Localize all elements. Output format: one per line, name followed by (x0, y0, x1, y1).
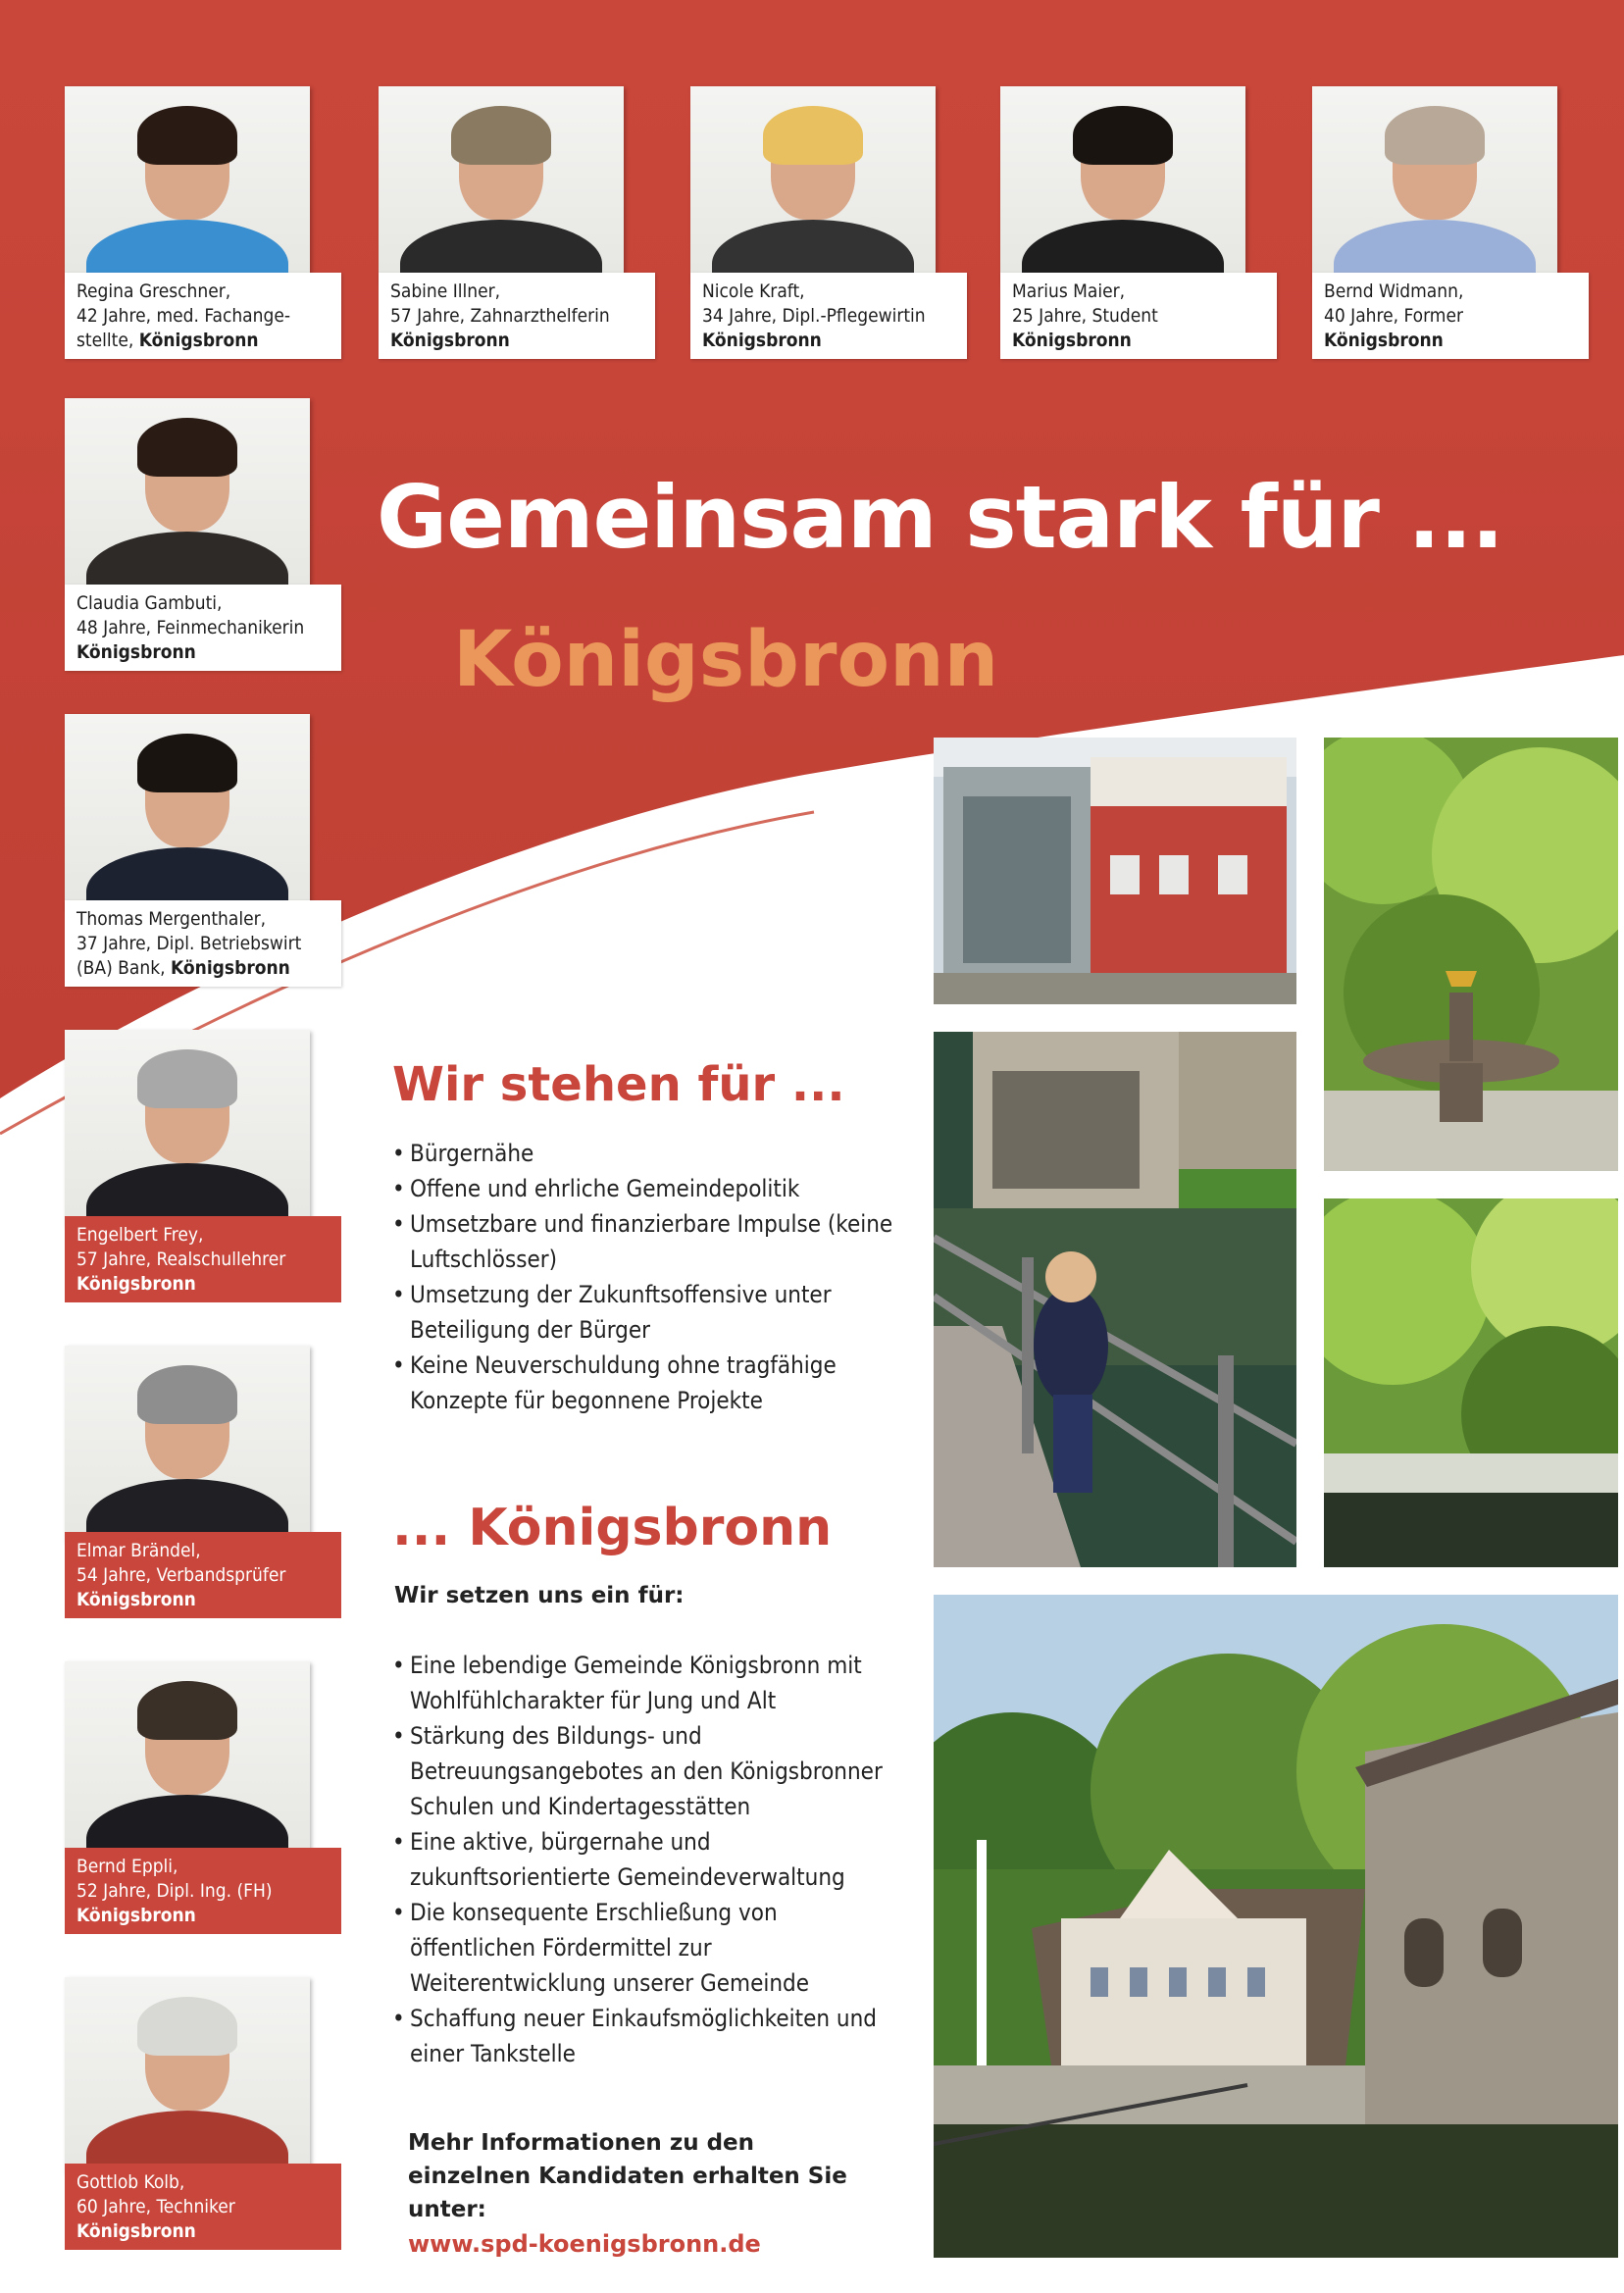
candidate-card (65, 1661, 341, 1934)
candidate-card (65, 1030, 341, 1302)
candidate-age-job: 48 Jahre, Feinmechanikerin (76, 617, 305, 638)
candidate-photo (1312, 86, 1557, 282)
candidate-name: Engelbert Frey, (76, 1224, 204, 1246)
candidate-town: Königsbronn (1012, 330, 1132, 351)
candidate-name: Claudia Gambuti, (76, 592, 223, 614)
candidate-label (65, 1532, 341, 1618)
candidate-label (65, 2164, 341, 2250)
candidate-card (1000, 86, 1277, 359)
candidate-age-job: 25 Jahre, Student (1012, 305, 1158, 327)
candidate-town: Königsbronn (138, 330, 259, 351)
candidate-age-job: 60 Jahre, Techniker (76, 2196, 235, 2217)
candidate-card (65, 86, 341, 359)
candidate-card (65, 1977, 341, 2250)
candidate-age-job: 54 Jahre, Verbandsprüfer (76, 1564, 286, 1586)
candidate-extra: stellte, (76, 330, 134, 351)
candidate-name: Bernd Widmann, (1324, 280, 1464, 302)
headline: Gemeinsam stark für ... (377, 467, 1503, 568)
more-info-text: Mehr Informationen zu den einzelnen Kandidaten erhalten Sie unter: (408, 2130, 847, 2222)
candidate-label (65, 1216, 341, 1302)
candidate-photo (65, 398, 310, 594)
commitment-intro: Wir setzen uns ein für: (394, 1583, 685, 1608)
list-item: • Die konsequente Erschließung von öffentlichen Fördermittel zur Weiterentwicklung unserer Gemeinde (392, 1895, 902, 2001)
candidate-town: Königsbronn (76, 641, 196, 663)
section2-list (392, 1648, 902, 2071)
candidate-photo (65, 1346, 310, 1542)
candidate-age-job: 42 Jahre, med. Fachange- (76, 305, 291, 327)
candidate-town: Königsbronn (1324, 330, 1444, 351)
candidate-town: Königsbronn (702, 330, 822, 351)
candidate-card (65, 714, 341, 987)
candidate-name: Thomas Mergenthaler, (76, 908, 267, 930)
list-item: • Umsetzbare und finanzierbare Impulse (keine Luftschlösser) (392, 1206, 902, 1277)
candidate-card (1312, 86, 1589, 359)
candidate-town: Königsbronn (170, 957, 290, 979)
website-link[interactable]: www.spd-koenigsbronn.de (408, 2230, 761, 2258)
candidate-photo (65, 714, 310, 910)
candidate-town: Königsbronn (76, 1273, 196, 1295)
candidate-photo (1000, 86, 1245, 282)
candidate-photo (690, 86, 936, 282)
candidate-town: Königsbronn (76, 1589, 196, 1610)
list-item: • Keine Neuverschuldung ohne tragfähige Konzepte für begonnene Projekte (392, 1348, 902, 1418)
candidate-town: Königsbronn (390, 330, 510, 351)
candidate-photo (65, 86, 310, 282)
candidate-name: Regina Greschner, (76, 280, 231, 302)
candidate-town: Königsbronn (76, 2220, 196, 2242)
list-item: • Bürgernähe (392, 1136, 902, 1171)
list-item: • Offene und ehrliche Gemeindepolitik (392, 1171, 902, 1206)
list-item: • Stärkung des Bildungs- und Betreuungsangebotes an den Königsbronner Schulen und Kindertagesstätten (392, 1718, 902, 1824)
section1-list (392, 1136, 902, 1418)
candidate-name: Sabine Illner, (390, 280, 501, 302)
candidate-photo (65, 1661, 310, 1858)
list-item: • Schaffung neuer Einkaufsmöglichkeiten und einer Tankstelle (392, 2001, 902, 2071)
candidate-photo (379, 86, 624, 282)
section-title-wir-stehen: Wir stehen für ... (392, 1057, 845, 1112)
candidate-age-job: 57 Jahre, Realschullehrer (76, 1248, 286, 1270)
candidate-card (690, 86, 967, 359)
candidate-label (379, 273, 655, 359)
candidate-extra: (BA) Bank, (76, 957, 166, 979)
photo-building (934, 738, 1296, 1004)
candidate-label (1312, 273, 1589, 359)
candidate-label (65, 585, 341, 671)
candidate-label (690, 273, 967, 359)
candidate-label (65, 1848, 341, 1934)
subheadline: Königsbronn (453, 616, 999, 704)
candidate-card (379, 86, 655, 359)
candidate-age-job: 57 Jahre, Zahnarzthelferin (390, 305, 610, 327)
candidate-age-job: 40 Jahre, Former (1324, 305, 1463, 327)
candidate-name: Gottlob Kolb, (76, 2171, 185, 2193)
section-title-koenigsbronn: ... Königsbronn (392, 1499, 833, 1557)
photo-fountain (1324, 738, 1618, 1171)
candidate-age-job: 37 Jahre, Dipl. Betriebswirt (76, 933, 302, 954)
list-item: • Eine aktive, bürgernahe und zukunftsorientierte Gemeindeverwaltung (392, 1824, 902, 1895)
photo-child-by-river (934, 1032, 1296, 1567)
candidate-age-job: 34 Jahre, Dipl.-Pflegewirtin (702, 305, 926, 327)
list-item: • Eine lebendige Gemeinde Königsbronn mit Wohlfühlcharakter für Jung und Alt (392, 1648, 902, 1718)
candidate-photo (65, 1030, 310, 1226)
photo-town-hall-river (934, 1595, 1618, 2258)
candidate-photo (65, 1977, 310, 2173)
candidate-label (65, 273, 341, 359)
candidate-label (1000, 273, 1277, 359)
candidate-age-job: 52 Jahre, Dipl. Ing. (FH) (76, 1880, 273, 1902)
candidate-label (65, 900, 341, 987)
candidate-town: Königsbronn (76, 1905, 196, 1926)
candidate-card (65, 398, 341, 671)
photo-stream (1324, 1198, 1618, 1567)
candidate-name: Elmar Brändel, (76, 1540, 201, 1561)
list-item: • Umsetzung der Zukunftsoffensive unter Beteiligung der Bürger (392, 1277, 902, 1348)
candidate-card (65, 1346, 341, 1618)
candidate-name: Bernd Eppli, (76, 1856, 178, 1877)
candidate-name: Marius Maier, (1012, 280, 1126, 302)
candidate-name: Nicole Kraft, (702, 280, 805, 302)
